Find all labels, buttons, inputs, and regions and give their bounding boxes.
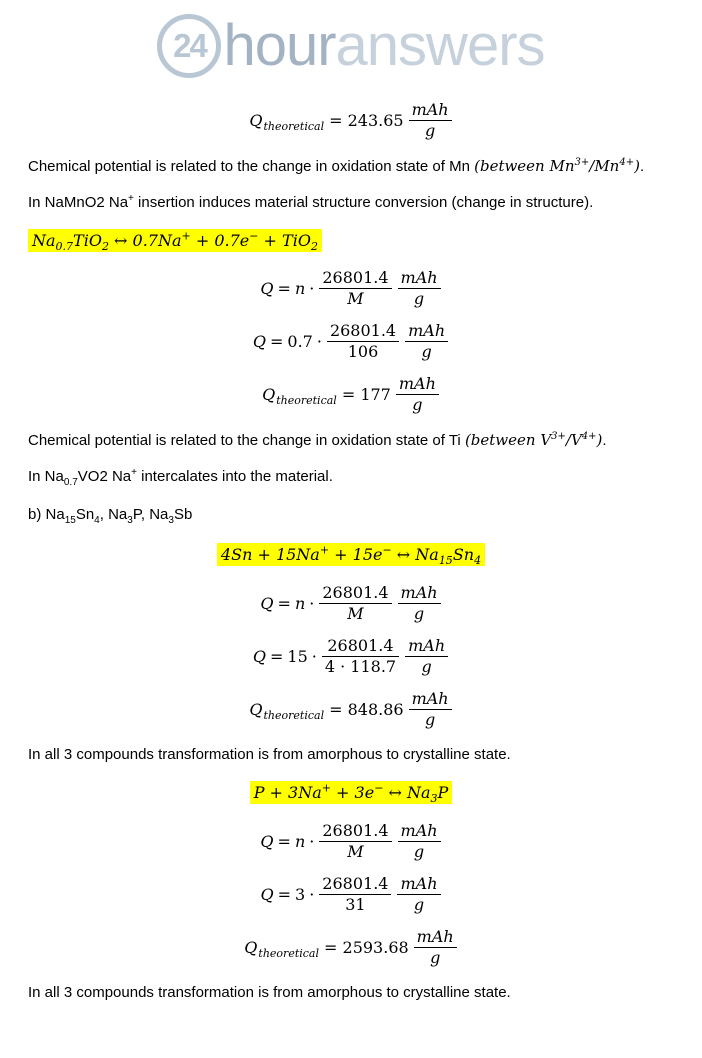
fraction-numerator: 26801.4 [322, 636, 399, 657]
equals-sign: = [277, 279, 291, 299]
logo-24-text: 24 [173, 27, 206, 64]
q-symbol: Q [252, 647, 266, 667]
text-segment: In NaMnO2 Na [28, 193, 129, 211]
sup-segment: 4+ [619, 157, 635, 168]
math-segment: ) [634, 157, 640, 175]
unit-fraction [398, 583, 441, 624]
unit-denominator: g [412, 395, 423, 415]
equals-sign: = [269, 332, 284, 352]
equation-q-formula-general-2 [28, 583, 674, 624]
equation-q-0-7 [28, 321, 674, 362]
formula-segment: + 3e [330, 783, 375, 803]
equation-value: = 243.65 [329, 111, 404, 130]
q-subscript: theoretical [263, 709, 325, 723]
fraction-numerator: 26801.4 [319, 268, 391, 289]
q-symbol: Q [262, 385, 276, 405]
q-symbol: Q [260, 594, 274, 614]
text-segment: b) Na [28, 505, 65, 523]
formula-segment: ↔ Na [391, 545, 439, 565]
q-symbol: Q [260, 831, 274, 851]
formula-segment: + TiO [258, 230, 311, 250]
equals-sign: = [277, 831, 291, 851]
value-fraction [319, 821, 391, 862]
text-segment: Chemical potential is related to the change in oxidation state of Mn [28, 158, 475, 175]
q-symbol: Q [252, 332, 266, 352]
sub-segment: 2 [101, 240, 109, 254]
unit-denominator: g [424, 121, 436, 140]
sup-segment: + [181, 229, 191, 243]
q-symbol: Q [249, 700, 263, 720]
unit-numerator: mAh [397, 874, 440, 895]
paragraph-namno2-insertion [28, 193, 674, 213]
fraction-denominator: M [347, 841, 364, 861]
list-item-b-compounds [28, 506, 674, 528]
formula-segment: 4Sn + 15Na [220, 545, 320, 565]
highlight-span [250, 781, 453, 804]
unit-fraction [397, 874, 440, 915]
q-symbol: Q [260, 884, 274, 904]
multiply-dot: · [316, 332, 322, 352]
text-segment: Sn [75, 505, 95, 523]
sup-segment: 3+ [574, 157, 590, 168]
formula-segment: P [437, 783, 449, 803]
fraction-denominator: 4 · 118.7 [324, 657, 397, 677]
fraction-numerator: 26801.4 [319, 821, 391, 842]
equation-q-theoretical-2593 [28, 927, 674, 968]
equals-sign: = [277, 884, 292, 904]
fraction-numerator: 26801.4 [319, 583, 391, 604]
q-symbol: Q [244, 937, 258, 957]
logo-hour-text: hour [223, 13, 336, 78]
equation-q-theoretical-177 [28, 374, 674, 415]
math-segment: ) [596, 431, 603, 450]
formula-segment: Sn [452, 545, 475, 565]
text-segment: . [602, 432, 607, 450]
value-fraction [319, 583, 391, 624]
fraction-denominator: 31 [345, 894, 366, 914]
sub-segment: 3 [430, 792, 438, 806]
unit-denominator: g [413, 894, 425, 914]
sub-segment: 15 [438, 554, 453, 568]
unit-fraction [405, 636, 448, 677]
unit-numerator: mAh [405, 321, 448, 342]
sup-segment: − [374, 781, 384, 795]
fraction-numerator: 26801.4 [327, 321, 399, 342]
reaction-na3p-highlight [28, 781, 674, 807]
equation-value: = 2593.68 [324, 937, 409, 957]
sub-segment: 0.7 [63, 477, 78, 489]
coefficient: n [294, 279, 306, 299]
math-segment: /Mn [589, 157, 620, 175]
fraction-numerator: 26801.4 [319, 874, 391, 895]
value-fraction [319, 268, 391, 309]
unit-fraction [405, 321, 448, 362]
unit-denominator: g [413, 289, 425, 309]
value-fraction [319, 874, 391, 915]
math-segment: (between Mn [474, 157, 575, 175]
multiply-dot: · [309, 594, 315, 614]
unit-numerator: mAh [398, 268, 441, 289]
q-subscript: theoretical [263, 120, 325, 133]
unit-denominator: g [430, 947, 441, 967]
unit-numerator: mAh [398, 821, 441, 842]
sup-segment: + [128, 192, 134, 204]
sup-segment: + [131, 467, 137, 479]
equation-q-theoretical-848 [28, 689, 674, 730]
equals-sign: = [269, 647, 284, 667]
paragraph-amorphous-crystalline-2: In all 3 compounds transformation is from amorphous to crystalline state. [28, 983, 511, 1001]
fraction-denominator: M [347, 289, 364, 309]
equation-q-15 [28, 636, 674, 677]
unit-numerator: mAh [398, 583, 441, 604]
unit-denominator: g [424, 710, 436, 730]
math-segment: (between V [464, 431, 552, 450]
sup-segment: − [382, 544, 392, 558]
sub-segment: 4 [94, 514, 100, 526]
equation-q-3 [28, 874, 674, 915]
text-segment: insertion induces material structure conversion (change in structure). [133, 193, 594, 211]
equation-q-formula-general-1 [28, 268, 674, 309]
text-segment: . [639, 158, 645, 175]
reaction-na15sn4-highlight [28, 543, 674, 569]
highlight-span [28, 229, 322, 252]
q-symbol: Q [260, 279, 274, 299]
coefficient: n [294, 594, 306, 614]
unit-denominator: g [421, 657, 432, 677]
text-segment: In Na [28, 468, 64, 486]
sup-segment: + [319, 544, 330, 558]
text-segment: , Na [99, 505, 128, 523]
sub-segment: 4 [474, 554, 482, 568]
multiply-dot: · [311, 647, 317, 667]
q-subscript: theoretical [258, 946, 320, 960]
paragraph-navo2-intercalation [28, 467, 674, 490]
sup-segment: 3+ [551, 431, 566, 443]
equation-value: = 848.86 [329, 700, 404, 720]
coefficient: 0.7 [287, 332, 313, 352]
unit-denominator: g [413, 604, 425, 624]
paragraph-mn-oxidation [28, 157, 674, 177]
unit-fraction [396, 374, 439, 415]
equation-value: = 177 [341, 385, 391, 405]
reaction-natio2-highlight [28, 229, 674, 255]
formula-segment: ↔ 0.7Na [108, 230, 182, 250]
formula-segment: ↔ Na [383, 783, 431, 803]
formula-segment: P + 3Na [253, 783, 322, 803]
unit-numerator: mAh [409, 100, 452, 121]
unit-denominator: g [413, 841, 425, 861]
unit-fraction [409, 689, 452, 730]
multiply-dot: · [309, 831, 315, 851]
fraction-denominator: 106 [347, 342, 379, 362]
sub-segment: 3 [168, 514, 174, 526]
logo-answers-text: answers [335, 13, 545, 78]
formula-segment: Na [32, 230, 56, 250]
multiply-dot: · [309, 884, 315, 904]
text-segment: P, Na [132, 505, 169, 523]
formula-segment: TiO [73, 230, 102, 250]
paragraph-ti-oxidation [28, 431, 674, 451]
value-fraction [322, 636, 399, 677]
text-segment: Chemical potential is related to the change in oxidation state of Ti [28, 432, 465, 450]
logo-24-circle-icon [157, 14, 221, 78]
math-segment: /V [565, 431, 582, 450]
unit-numerator: mAh [405, 636, 448, 657]
unit-numerator: mAh [396, 374, 439, 395]
q-subscript: theoretical [276, 394, 337, 408]
equation-q-formula-general-3 [28, 821, 674, 862]
unit-denominator: g [421, 342, 432, 362]
unit-fraction [409, 100, 452, 141]
logo-24houranswers [28, 10, 674, 88]
highlight-span [217, 543, 485, 566]
text-segment: Sb [173, 505, 193, 523]
fraction-denominator: M [347, 604, 364, 624]
q-symbol: Q [249, 111, 263, 130]
multiply-dot: · [309, 279, 315, 299]
coefficient: 15 [287, 647, 308, 667]
sup-segment: + [321, 781, 331, 795]
equals-sign: = [277, 594, 291, 614]
text-segment: VO2 Na [77, 468, 132, 486]
unit-fraction [398, 268, 441, 309]
sub-segment: 3 [127, 514, 133, 526]
sub-segment: 0.7 [55, 240, 74, 254]
coefficient: 3 [295, 884, 306, 904]
sup-segment: − [249, 229, 259, 243]
sub-segment: 15 [64, 514, 76, 526]
formula-segment: + 15e [329, 545, 383, 565]
sup-segment: 4+ [581, 431, 597, 443]
unit-fraction [414, 927, 457, 968]
unit-numerator: mAh [409, 689, 452, 710]
paragraph-amorphous-crystalline-1: In all 3 compounds transformation is from amorphous to crystalline state. [28, 746, 511, 764]
equation-q-theoretical-243 [28, 100, 674, 141]
value-fraction [327, 321, 399, 362]
coefficient: n [294, 831, 306, 851]
formula-segment: + 0.7e [190, 230, 250, 250]
sub-segment: 2 [310, 240, 318, 254]
unit-numerator: mAh [414, 927, 457, 948]
unit-fraction [398, 821, 441, 862]
text-segment: intercalates into the material. [136, 468, 333, 486]
